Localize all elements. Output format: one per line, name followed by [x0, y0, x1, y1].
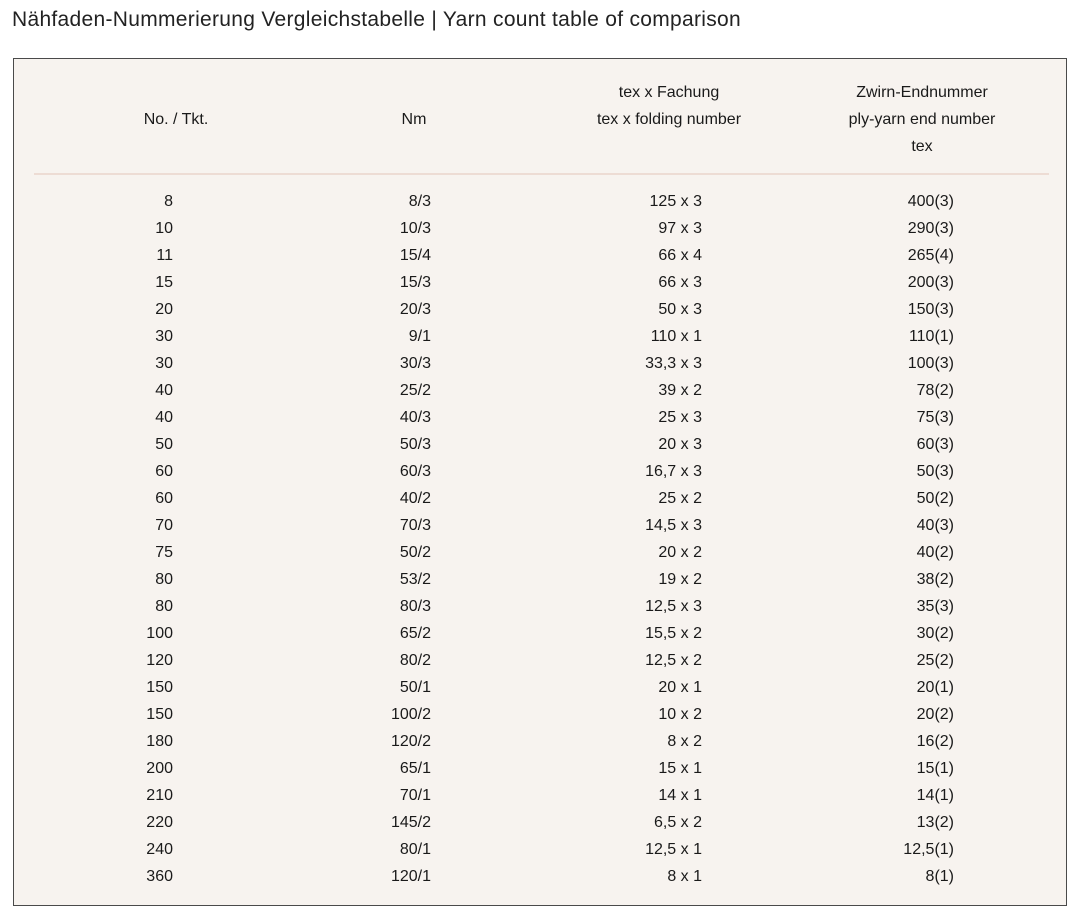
cell-nm: 53/2 [399, 571, 431, 588]
cell-nm: 25/2 [399, 382, 431, 399]
cell-nm: 120/1 [390, 868, 431, 885]
cell-no-tkt: 11 [156, 247, 173, 264]
table-row [14, 836, 1066, 863]
cell-nm: 120/2 [390, 733, 431, 750]
table-row [14, 323, 1066, 350]
cell-ply-yarn: 35(3) [916, 598, 954, 615]
cell-nm: 50/1 [399, 679, 431, 696]
page-title: Nähfaden-Nummerierung Vergleichstabelle | Yarn count table of comparison [12, 8, 742, 31]
cell-ply-yarn: 75(3) [916, 409, 954, 426]
cell-no-tkt: 50 [155, 436, 173, 453]
cell-no-tkt: 150 [146, 706, 173, 723]
table-row [14, 701, 1066, 728]
header-ply-yarn [822, 79, 1022, 160]
table-row [14, 431, 1066, 458]
table-row [14, 296, 1066, 323]
cell-tex-folding: 19 x 2 [658, 571, 702, 588]
table-row [14, 755, 1066, 782]
cell-nm: 20/3 [399, 301, 431, 318]
cell-tex-folding: 15 x 1 [658, 760, 702, 777]
header-ply-yarn-line2: ply-yarn end number [848, 111, 996, 128]
cell-tex-folding: 33,3 x 3 [645, 355, 702, 372]
cell-no-tkt: 15 [155, 274, 173, 291]
header-tex-folding-line1: tex x Fachung [618, 84, 720, 101]
table-row [14, 566, 1066, 593]
cell-no-tkt: 200 [146, 760, 173, 777]
cell-ply-yarn: 13(2) [916, 814, 954, 831]
table-body [14, 188, 1066, 890]
cell-tex-folding: 50 x 3 [658, 301, 702, 318]
table-row [14, 809, 1066, 836]
cell-nm: 80/3 [399, 598, 431, 615]
cell-no-tkt: 75 [155, 544, 173, 561]
table-row [14, 728, 1066, 755]
cell-nm: 30/3 [399, 355, 431, 372]
cell-ply-yarn: 60(3) [916, 436, 954, 453]
cell-no-tkt: 30 [155, 328, 173, 345]
cell-ply-yarn: 265(4) [907, 247, 954, 264]
cell-ply-yarn: 15(1) [916, 760, 954, 777]
table-row [14, 485, 1066, 512]
cell-tex-folding: 8 x 1 [667, 868, 702, 885]
cell-no-tkt: 40 [155, 409, 173, 426]
cell-no-tkt: 10 [155, 220, 173, 237]
cell-nm: 10/3 [399, 220, 431, 237]
cell-nm: 9/1 [408, 328, 431, 345]
comparison-table [13, 58, 1067, 906]
cell-ply-yarn: 30(2) [916, 625, 954, 642]
header-tex-folding [569, 79, 769, 133]
cell-tex-folding: 20 x 3 [658, 436, 702, 453]
cell-ply-yarn: 38(2) [916, 571, 954, 588]
cell-tex-folding: 10 x 2 [658, 706, 702, 723]
cell-nm: 15/4 [399, 247, 431, 264]
cell-tex-folding: 12,5 x 3 [645, 598, 702, 615]
cell-ply-yarn: 150(3) [907, 301, 954, 318]
cell-ply-yarn: 290(3) [907, 220, 954, 237]
cell-ply-yarn: 100(3) [907, 355, 954, 372]
cell-ply-yarn: 16(2) [916, 733, 954, 750]
cell-ply-yarn: 400(3) [907, 193, 954, 210]
cell-ply-yarn: 78(2) [916, 382, 954, 399]
cell-no-tkt: 150 [146, 679, 173, 696]
cell-tex-folding: 12,5 x 1 [645, 841, 702, 858]
header-ply-yarn-line1: Zwirn-Endnummer [856, 84, 988, 101]
table-row [14, 458, 1066, 485]
table-row [14, 647, 1066, 674]
header-divider [34, 173, 1049, 175]
cell-nm: 40/3 [399, 409, 431, 426]
table-row [14, 188, 1066, 215]
cell-no-tkt: 220 [146, 814, 173, 831]
table-row [14, 782, 1066, 809]
header-no-tkt [116, 106, 236, 133]
cell-tex-folding: 125 x 3 [649, 193, 702, 210]
cell-no-tkt: 180 [146, 733, 173, 750]
header-no-tkt-label: No. / Tkt. [143, 111, 209, 128]
cell-nm: 145/2 [390, 814, 431, 831]
table-row [14, 215, 1066, 242]
table-row [14, 269, 1066, 296]
cell-ply-yarn: 110(1) [908, 328, 954, 345]
cell-tex-folding: 97 x 3 [658, 220, 702, 237]
table-row [14, 377, 1066, 404]
cell-nm: 65/1 [399, 760, 431, 777]
cell-no-tkt: 240 [146, 841, 173, 858]
table-row [14, 863, 1066, 890]
cell-nm: 50/2 [399, 544, 431, 561]
cell-ply-yarn: 50(3) [916, 463, 954, 480]
cell-nm: 80/2 [399, 652, 431, 669]
cell-tex-folding: 20 x 1 [658, 679, 702, 696]
cell-ply-yarn: 200(3) [907, 274, 954, 291]
cell-nm: 15/3 [399, 274, 431, 291]
table-row [14, 404, 1066, 431]
cell-tex-folding: 66 x 4 [658, 247, 702, 264]
cell-ply-yarn: 50(2) [916, 490, 954, 507]
header-nm [374, 106, 454, 133]
cell-no-tkt: 70 [155, 517, 173, 534]
cell-ply-yarn: 8(1) [925, 868, 954, 885]
table-row [14, 242, 1066, 269]
cell-ply-yarn: 40(3) [916, 517, 954, 534]
cell-no-tkt: 80 [155, 598, 173, 615]
table-row [14, 620, 1066, 647]
cell-tex-folding: 66 x 3 [658, 274, 702, 291]
cell-no-tkt: 20 [155, 301, 173, 318]
cell-tex-folding: 8 x 2 [667, 733, 702, 750]
cell-tex-folding: 14 x 1 [658, 787, 702, 804]
cell-tex-folding: 16,7 x 3 [645, 463, 702, 480]
cell-nm: 40/2 [399, 490, 431, 507]
cell-tex-folding: 14,5 x 3 [645, 517, 702, 534]
table-row [14, 674, 1066, 701]
cell-tex-folding: 110 x 1 [650, 328, 702, 345]
cell-no-tkt: 100 [146, 625, 173, 642]
cell-nm: 50/3 [399, 436, 431, 453]
cell-tex-folding: 15,5 x 2 [645, 625, 702, 642]
header-tex-folding-line2: tex x folding number [596, 111, 742, 128]
cell-no-tkt: 40 [155, 382, 173, 399]
cell-nm: 100/2 [390, 706, 431, 723]
table-row [14, 512, 1066, 539]
cell-no-tkt: 360 [146, 868, 173, 885]
cell-nm: 70/3 [399, 517, 431, 534]
cell-no-tkt: 30 [155, 355, 173, 372]
cell-tex-folding: 12,5 x 2 [645, 652, 702, 669]
cell-nm: 70/1 [399, 787, 431, 804]
cell-ply-yarn: 20(1) [916, 679, 954, 696]
cell-tex-folding: 25 x 2 [658, 490, 702, 507]
cell-tex-folding: 39 x 2 [658, 382, 702, 399]
header-ply-yarn-line3: tex [911, 138, 933, 155]
table-row [14, 593, 1066, 620]
cell-nm: 80/1 [399, 841, 431, 858]
cell-ply-yarn: 14(1) [916, 787, 954, 804]
cell-ply-yarn: 40(2) [916, 544, 954, 561]
cell-tex-folding: 6,5 x 2 [653, 814, 702, 831]
cell-tex-folding: 25 x 3 [658, 409, 702, 426]
cell-nm: 65/2 [399, 625, 431, 642]
cell-no-tkt: 60 [155, 463, 173, 480]
table-row [14, 350, 1066, 377]
cell-nm: 8/3 [408, 193, 431, 210]
cell-no-tkt: 8 [164, 193, 173, 210]
cell-nm: 60/3 [399, 463, 431, 480]
cell-no-tkt: 60 [155, 490, 173, 507]
cell-ply-yarn: 12,5(1) [903, 841, 954, 858]
cell-ply-yarn: 20(2) [916, 706, 954, 723]
header-nm-label: Nm [401, 111, 427, 128]
cell-tex-folding: 20 x 2 [658, 544, 702, 561]
cell-no-tkt: 80 [155, 571, 173, 588]
table-row [14, 539, 1066, 566]
cell-ply-yarn: 25(2) [916, 652, 954, 669]
cell-no-tkt: 120 [146, 652, 173, 669]
cell-no-tkt: 210 [146, 787, 173, 804]
